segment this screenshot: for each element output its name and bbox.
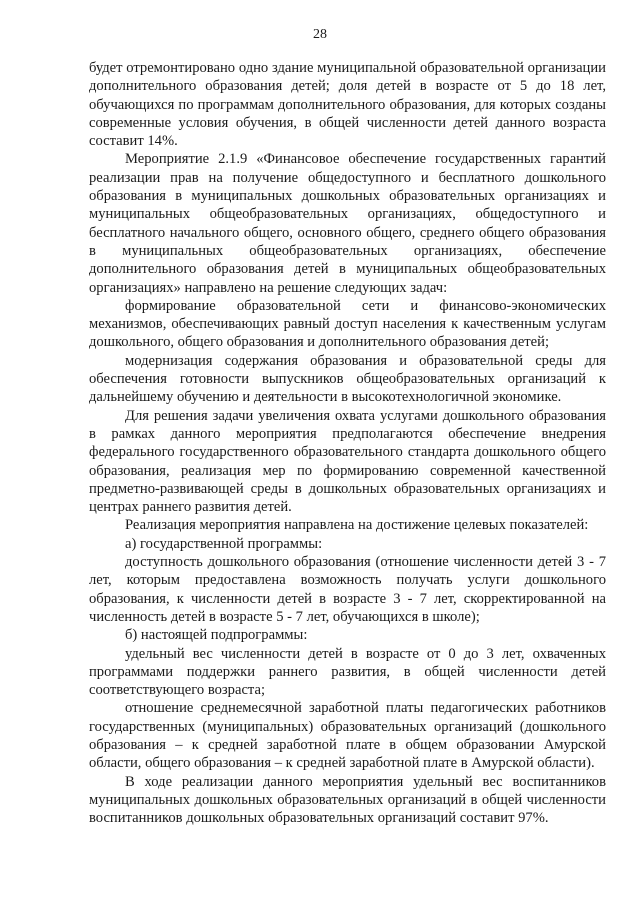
paragraph-measure-2-1-9: Мероприятие 2.1.9 «Финансовое обеспечение государственных гарантий реализации прав на получение общедоступного и бесплатного дошкольного образования в муниципальных дошкольных образовательных организациях и муниципальных общеобразовательных организациях, общедоступного и бесплатного начального общего, основного общего, среднего общего образования в муниципальных общеобразовательных организациях, обеспечение дополнительного образования детей в муниципальных общеобразовательных организациях» направлено на решение следующих задач: — [89, 151, 606, 296]
paragraph-result: В ходе реализации данного мероприятия удельный вес воспитанников муниципальных дошкольных образовательных организаций в общей численности воспитанников дошкольных образовательных организаций составит 97%. — [89, 773, 606, 827]
paragraph-continuation: будет отремонтировано одно здание муниципальной образовательной организации дополнительного образования детей; доля детей в возрасте от 5 до 18 лет, обучающихся по программам дополнительного образования, для которых созданы современные условия обучения, в общей численности детей данного возраста составит 14%. — [89, 60, 606, 150]
paragraph-state-program: а) государственной программы: — [125, 535, 323, 552]
paragraph-salary-ratio: отношение среднемесячной заработной платы педагогических работников государственных (муниципальных) образовательных организаций (дошкольного образования – к средней заработной плате в общем образовании Амурской области, общего образования – к средней заработной плате в Амурской области). — [89, 700, 606, 772]
paragraph-availability: доступность дошкольного образования (отношение численности детей 3 - 7 лет, которым предоставлена возможность получать услуги дошкольного образования, к численности детей в возрасте 3 - 7 лет, скорректированной на численность детей в возрасте 5 - 7 лет, обучающихся в школе); — [89, 554, 606, 625]
page-number: 28 — [313, 27, 327, 42]
paragraph-task-modernization: модернизация содержания образования и образовательной среды для обеспечения готовности выпускников общеобразовательных организаций к дальнейшему обучению и деятельности в высокотехнологичной экономике. — [89, 352, 606, 406]
paragraph-early-development: удельный вес численности детей в возрасте от 0 до 3 лет, охваченных программами поддержки раннего развития, в общей численности детей соответствующего возраста; — [89, 645, 606, 699]
document-body — [89, 59, 606, 827]
paragraph-coverage: Для решения задачи увеличения охвата услугами дошкольного образования в рамках данного мероприятия предполагаются обеспечение внедрения федерального государственного образовательного стандарта дошкольного общего образования, реализация мер по формированию современной качественной предметно-развивающей среды в дошкольных образовательных организациях и центрах раннего развития детей. — [89, 407, 606, 516]
paragraph-task-network: формирование образовательной сети и финансово-экономических механизмов, обеспечивающих равный доступ населения к качественным услугам дошкольного, общего образования и дополнительного образования детей; — [89, 297, 606, 351]
paragraph-subprogram: б) настоящей подпрограммы: — [125, 627, 308, 644]
paragraph-targets-intro: Реализация мероприятия направлена на достижение целевых показателей: — [125, 517, 589, 534]
